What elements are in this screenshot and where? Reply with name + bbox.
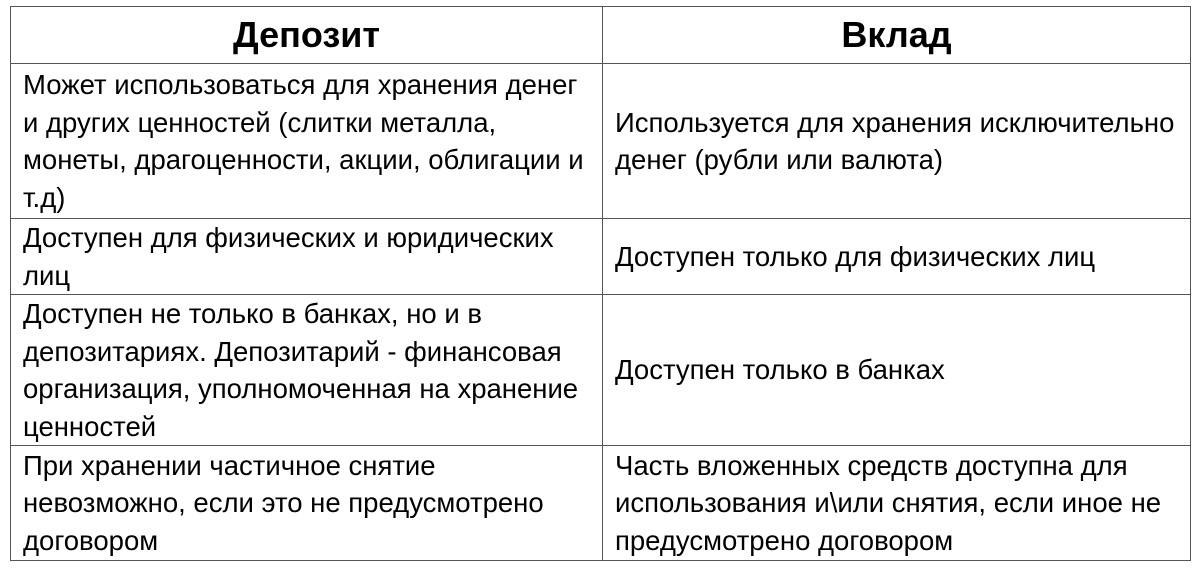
header-vklad: Вклад xyxy=(603,7,1191,64)
table-header-row xyxy=(11,7,1191,64)
deposit-cell-text: При хранении частичное снятие невозможно, если это не предусмотрено договором xyxy=(23,449,544,556)
vklad-cell xyxy=(603,295,1191,446)
deposit-cell-text: Доступен не только в банках, но и в депозитариях. Депозитарий - финансовая организация, уполномоченная на хранение ценностей xyxy=(23,298,579,442)
comparison-table xyxy=(10,6,1191,561)
deposit-cell-text: Доступен для физических и юридических лиц xyxy=(23,222,554,291)
vklad-cell xyxy=(603,64,1191,219)
deposit-cell xyxy=(11,64,603,219)
deposit-cell xyxy=(11,446,603,561)
vklad-cell-text: Доступен только для физических лиц xyxy=(615,240,1096,272)
comparison-table-wrapper xyxy=(10,6,1190,561)
vklad-cell-text: Часть вложенных средств доступна для использования и\или снятия, если иное не предусмотрено договором xyxy=(615,449,1162,556)
deposit-cell xyxy=(11,219,603,295)
table-row xyxy=(11,64,1191,219)
deposit-cell-text: Может использоваться для хранения денег и других ценностей (слитки металла, монеты, драгоценности, акции, облигации и т.д) xyxy=(23,69,584,213)
vklad-cell xyxy=(603,219,1191,295)
table-row xyxy=(11,446,1191,561)
vklad-cell-text: Используется для хранения исключительно денег (рубли или валюта) xyxy=(615,106,1175,175)
vklad-cell xyxy=(603,446,1191,561)
vklad-cell-text: Доступен только в банках xyxy=(615,354,945,386)
table-row xyxy=(11,295,1191,446)
deposit-cell xyxy=(11,295,603,446)
header-deposit: Депозит xyxy=(11,7,603,64)
table-row xyxy=(11,219,1191,295)
